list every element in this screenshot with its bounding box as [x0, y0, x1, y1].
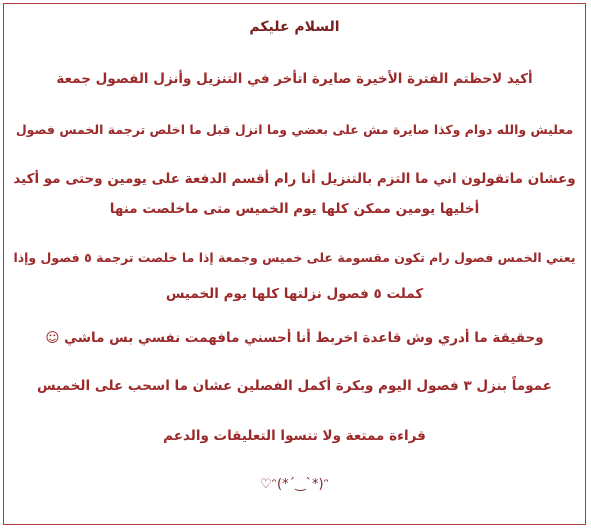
post-line-8: عموماً بنزل ٣ فصول اليوم وبكرة أكمل الفصلين عشان ما اسحب على الخميس: [37, 378, 552, 394]
greeting-text: السلام عليكم: [249, 19, 340, 35]
post-line-9: قراءة ممتعة ولا تنسوا التعليقات والدعم: [163, 428, 426, 444]
post-line-6: كملت ٥ فصول نزلتها كلها يوم الخميس: [165, 286, 424, 302]
post-line-3: وعشان ماتقولون اني ما التزم بالتنزيل أنا رام أقسم الدفعة على يومين وحتى مو أكيد: [13, 171, 576, 187]
signature-emoticon: ♡ᵔ(*´‿`*)ᵔ: [260, 477, 329, 492]
post-frame: [3, 3, 586, 525]
post-line-2: معليش والله دوام وكذا صايرة مش على بعضي وما انزل قبل ما اخلص ترجمة الخمس فصول: [15, 122, 574, 137]
post-line-5: يعني الخمس فصول رام تكون مقسومة على خميس وجمعة إذا ما خلصت ترجمة ٥ فصول وإذا: [13, 250, 576, 265]
post-line-7: وحقيقة ما أدري وش قاعدة اخربط أنا أحسني مافهمت نفسي بس ماشي ☺: [45, 330, 544, 346]
post-body: [4, 4, 585, 524]
post-line-1: أكيد لاحظتم الفترة الأخيرة صايرة اتأخر في التنزيل وأنزل الفصول جمعة: [56, 71, 533, 87]
post-line-4: أخليها يومين ممكن كلها يوم الخميس متى ماخلصت منها: [109, 201, 480, 217]
